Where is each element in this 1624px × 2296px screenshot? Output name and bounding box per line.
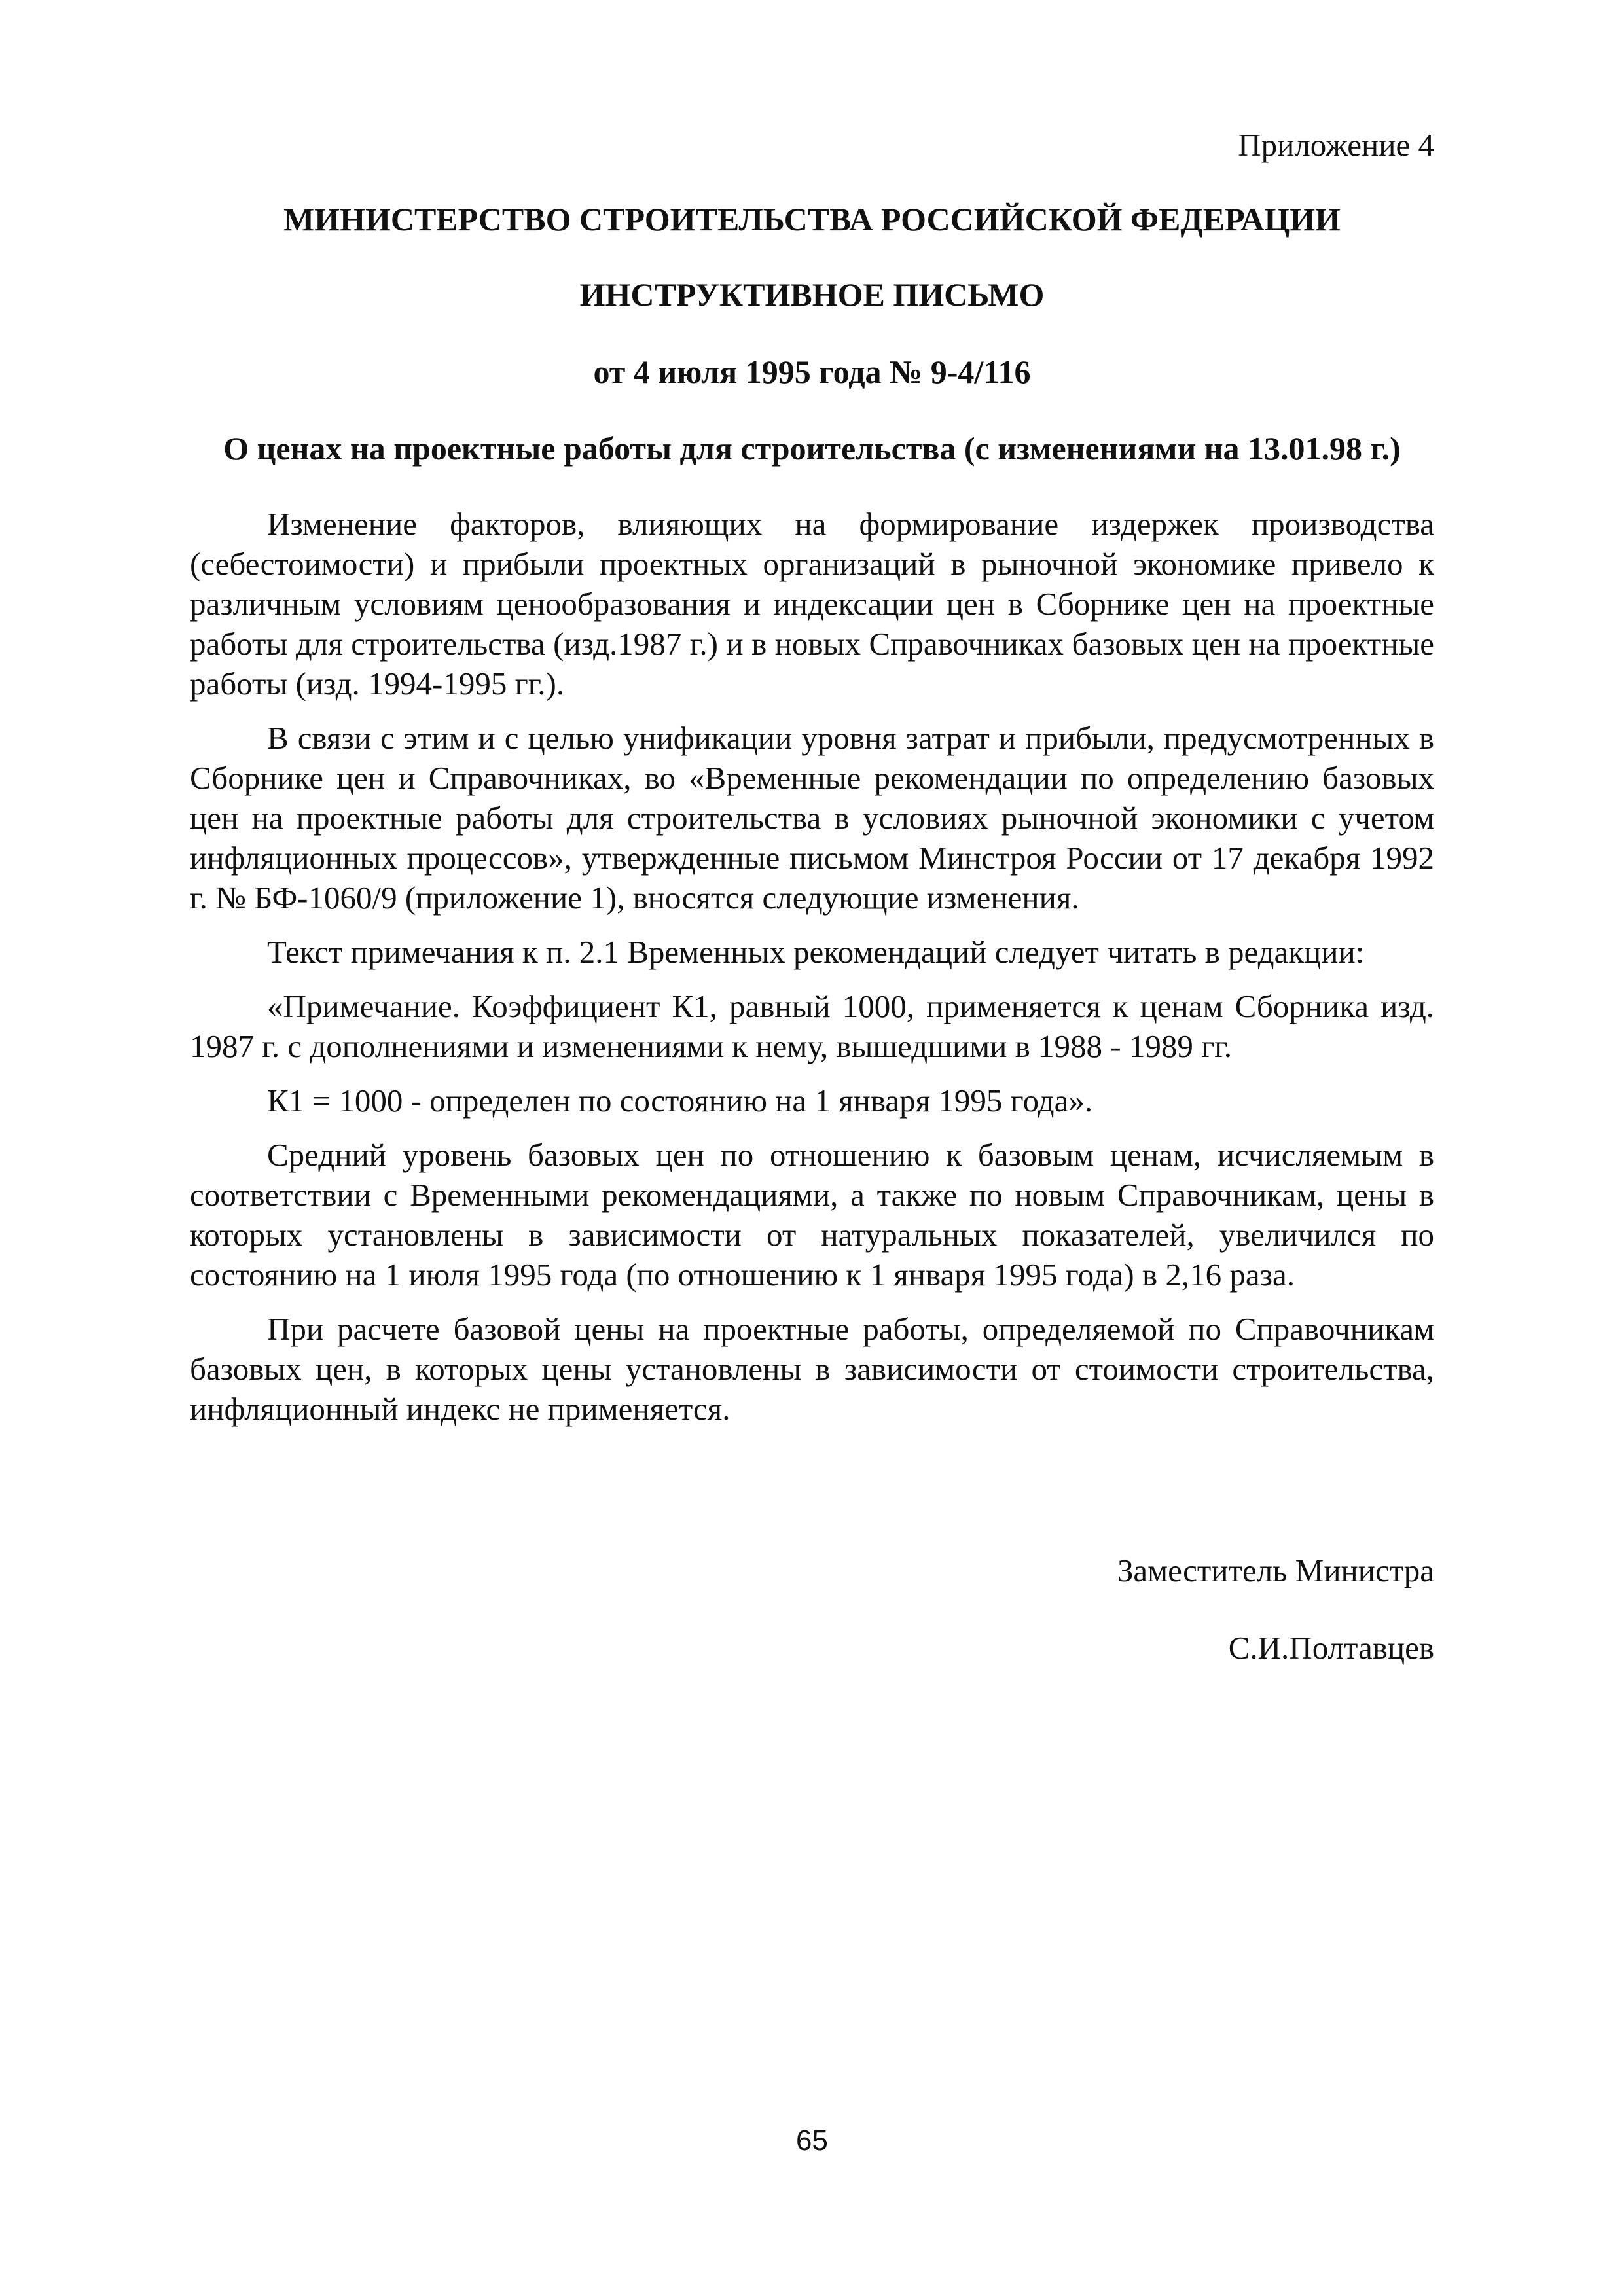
document-subject: О ценах на проектные работы для строительства (с изменениями на 13.01.98 г.): [223, 430, 1401, 467]
body-paragraph-3: Текст примечания к п. 2.1 Временных рекомендаций следует читать в редакции:: [267, 934, 1365, 970]
body-paragraph-2: В связи с этим и с целью унификации уровня затрат и прибыли, предусмотренных в Сборнике цен и Справочниках, во «Временные рекомендации по определению базовых цен на проектные работы для строительства в условиях рыночной экономики с учетом инфляционных процессов», утвержденные письмом Минстроя России от 17 декабря 1992 г. № БФ-1060/9 (приложение 1), вносятся следующие изменения.: [190, 720, 1434, 916]
body-paragraph-1: Изменение факторов, влияющих на формирование издержек производства (себестоимости) и прибыли проектных организаций в рыночной экономике привело к различным условиям ценообразования и индексации цен в Сборнике цен на проектные работы для строительства (изд.1987 г.) и в новых Справочниках базовых цен на проектные работы (изд. 1994-1995 гг.).: [190, 506, 1434, 702]
document-date-number: от 4 июля 1995 года № 9-4/116: [593, 353, 1031, 390]
signatory-name: С.И.Полтавцев: [1228, 1630, 1434, 1666]
body-paragraph-4: «Примечание. Коэффициент К1, равный 1000, применяется к ценам Сборника изд. 1987 г. с дополнениями и изменениями к нему, вышедшими в 1988 - 1989 гг.: [190, 988, 1434, 1064]
signatory-title: Заместитель Министра: [1117, 1552, 1434, 1588]
body-paragraph-7: При расчете базовой цены на проектные работы, определяемой по Справочникам базовых цен, в которых цены установлены в зависимости от стоимости строительства, инфляционный индекс не применяется.: [190, 1311, 1434, 1427]
document-body: [190, 504, 1434, 1443]
appendix-label: Приложение 4: [1238, 127, 1434, 163]
document-type-heading: ИНСТРУКТИВНОЕ ПИСЬМО: [579, 276, 1045, 313]
ministry-heading: МИНИСТЕРСТВО СТРОИТЕЛЬСТВА РОССИЙСКОЙ ФЕДЕРАЦИИ: [283, 201, 1341, 238]
body-paragraph-6: Средний уровень базовых цен по отношению к базовым ценам, исчисляемым в соответствии с Временными рекомендациями, а также по новым Справочникам, цены в которых установлены в зависимости от натуральных показателей, увеличился по состоянию на 1 июля 1995 года (по отношению к 1 января 1995 года) в 2,16 раза.: [190, 1137, 1434, 1293]
page-number: 65: [796, 2125, 828, 2157]
body-paragraph-5: К1 = 1000 - определен по состоянию на 1 января 1995 года».: [267, 1083, 1093, 1119]
